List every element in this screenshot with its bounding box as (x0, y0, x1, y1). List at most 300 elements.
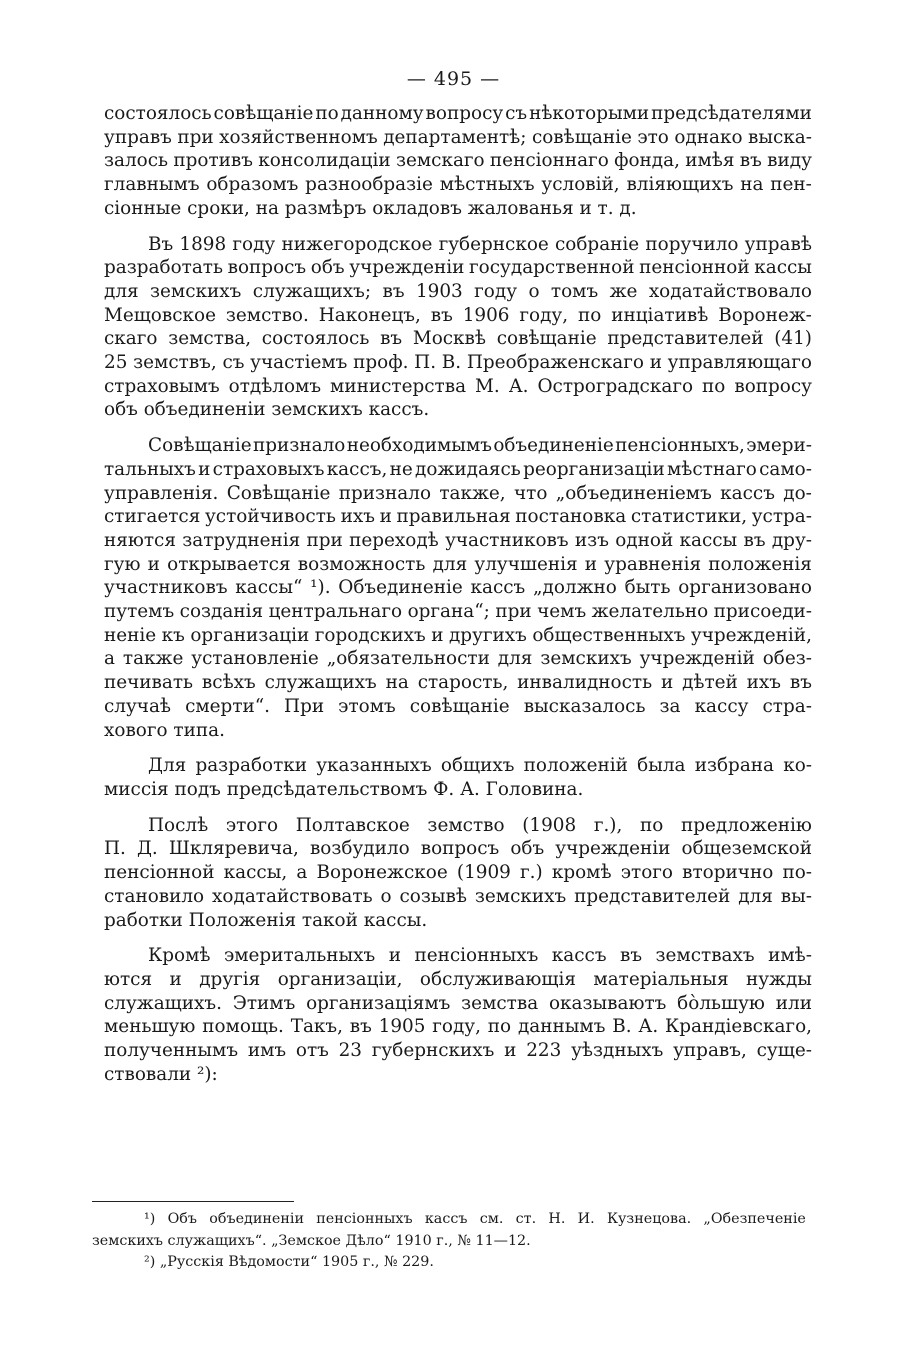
word: созданія (179, 601, 264, 623)
word: губернское (438, 233, 549, 255)
word: кассы (754, 257, 812, 279)
word: году, (432, 1016, 481, 1038)
footnote-line (92, 1209, 806, 1231)
text-line (104, 968, 812, 992)
word: совѣщаніе (213, 103, 314, 124)
text-line: работки Положенія такой кассы. (104, 909, 428, 931)
word: въ (380, 328, 403, 350)
word: разработки (195, 755, 308, 777)
word: эмеритальныхъ (223, 945, 376, 967)
word: 1898 (179, 233, 227, 255)
word: дѣтей (682, 672, 738, 694)
paragraph (104, 102, 812, 221)
word: улучшенія (474, 553, 578, 575)
word: предложенію (680, 814, 812, 836)
word: по (639, 814, 664, 836)
word: 223 (526, 1040, 562, 1062)
word: устра- (751, 506, 812, 528)
word: въ (349, 1016, 372, 1038)
word: кассъ (551, 945, 607, 967)
word: имѣя (685, 150, 735, 172)
word: общеземской (681, 838, 812, 860)
word: возбудило (309, 838, 410, 860)
word: что (514, 482, 548, 504)
word: организаціи (190, 624, 310, 646)
word: году (474, 280, 518, 302)
text-line (104, 1039, 812, 1063)
word: няются (104, 529, 176, 551)
footnote (92, 1209, 806, 1252)
word: тальныхъ (104, 458, 196, 480)
word: А. (638, 1016, 659, 1038)
text-line (104, 126, 812, 150)
word: предсѣдателями (651, 103, 812, 124)
word: положенія (708, 553, 812, 575)
word: по (487, 1016, 512, 1038)
word: условій, (541, 174, 620, 196)
word: кромѣ (551, 862, 612, 884)
word: случаѣ (104, 695, 172, 717)
word: Объединеніе (338, 577, 463, 599)
word: также, (439, 482, 506, 504)
word: хозяйственномъ (219, 126, 378, 148)
text-line (104, 351, 812, 375)
word: это (637, 126, 669, 148)
word: объ (310, 257, 345, 279)
word: главнымъ (104, 174, 200, 196)
word: пенсіоннаго (489, 150, 609, 172)
word: для (738, 885, 773, 907)
text-line (104, 944, 812, 968)
word: пенсіонныхъ, (615, 435, 745, 457)
word: консолидаціи (258, 150, 391, 172)
word: помощь. (202, 1016, 284, 1038)
text-line (104, 505, 812, 529)
word: устойчивость (204, 506, 336, 528)
footnote (92, 1252, 806, 1274)
word: или (775, 992, 812, 1014)
word: совѣщаніе (531, 126, 632, 148)
word: Остроградскаго (537, 375, 694, 397)
footnotes (92, 1209, 806, 1274)
word: смерти“. (185, 695, 271, 717)
word: управъ (104, 126, 172, 148)
word: Наконецъ, (318, 304, 421, 326)
word: земства (461, 992, 539, 1014)
word: разнообразіе (305, 174, 433, 196)
word: ходатайствовало (648, 280, 812, 302)
page-number: — 495 — (406, 68, 501, 90)
word: учрежденій (639, 648, 755, 670)
word: (41) (774, 328, 812, 350)
word: неніе (104, 624, 157, 646)
word: отдѣломъ (228, 375, 322, 397)
word: земскихъ (150, 280, 242, 302)
word: положеній (523, 755, 628, 777)
word: состоялось (104, 103, 212, 124)
word: нужды (745, 968, 812, 990)
word: дожидаясь (415, 458, 521, 480)
word: обслуживающія (419, 968, 576, 990)
text-line (104, 434, 812, 458)
word: выска- (747, 126, 812, 148)
word: Для (148, 755, 187, 777)
word: г.) (520, 862, 543, 884)
word: поручило (645, 233, 739, 255)
word: о (380, 885, 392, 907)
word: суще- (756, 1040, 812, 1062)
word: управляющаго (667, 352, 812, 374)
word: вопросъ (227, 257, 307, 279)
word: Въ (148, 233, 174, 255)
word: матеріальныя (593, 968, 729, 990)
word: Кузнецова. (606, 1211, 692, 1227)
word: управѣ (744, 233, 812, 255)
word: кассъ (470, 577, 526, 599)
text-line (104, 280, 812, 304)
word: въ (789, 672, 812, 694)
word: и (388, 945, 401, 967)
word: кассы“ (235, 577, 303, 599)
footnote-line: ²) „Русскія Вѣдомости“ 1905 г., № 229. (144, 1254, 434, 1270)
word: 1903 (415, 280, 463, 302)
word: объединеніи (209, 1211, 305, 1227)
word: организаціямъ (306, 992, 451, 1014)
word: году, (519, 304, 569, 326)
word: Воронежское (316, 862, 448, 884)
word: ихъ (340, 506, 375, 528)
word: уравненія (604, 553, 702, 575)
word: см. (479, 1211, 504, 1227)
word: кассъ (424, 1211, 468, 1227)
word: полученнымъ (104, 1040, 239, 1062)
word: дру- (771, 529, 812, 551)
word: учрежденій, (690, 624, 812, 646)
word: за (659, 695, 681, 717)
word: учрежденіи (349, 257, 465, 279)
word: пенсіонной (639, 257, 750, 279)
text-line: хового типа. (104, 719, 225, 741)
word: ко- (783, 755, 812, 777)
word: желательно (591, 601, 709, 623)
word: реорганизаціи (523, 458, 665, 480)
word: мѣстныхъ (439, 174, 535, 196)
word: статистики, (630, 506, 748, 528)
word: земство (427, 814, 505, 836)
word: проф. (353, 352, 409, 374)
paragraph-gap (104, 742, 812, 754)
text-line: ствовали ²): (104, 1063, 218, 1085)
text-line (104, 814, 812, 838)
word: пенсіонныхъ (414, 945, 539, 967)
word: А. (508, 375, 529, 397)
word: 23 (338, 1040, 363, 1062)
word: этого (225, 814, 279, 836)
word: объ (510, 838, 545, 860)
word: противъ (173, 150, 253, 172)
word: Совѣщаніе (226, 482, 331, 504)
word: ихъ (746, 672, 782, 694)
word: переходѣ (349, 529, 439, 551)
word: данному (340, 103, 424, 124)
text-line (104, 576, 812, 600)
footnote-line: земскихъ служащихъ“. „Земское Дѣло“ 1910 г., № 11—12. (92, 1232, 531, 1249)
word: вторично (682, 862, 774, 884)
word: земскихъ (474, 885, 567, 907)
word: При (284, 695, 325, 717)
word: меньшую (104, 1016, 196, 1038)
word: нижегородское (281, 233, 433, 255)
word: Москвѣ (412, 328, 486, 350)
text-line (104, 304, 812, 328)
word: общественныхъ (532, 624, 686, 646)
word: и (379, 506, 392, 528)
word: представителей (607, 328, 764, 350)
word: и (504, 1040, 517, 1062)
word: въ (739, 150, 762, 172)
text-line (104, 529, 812, 553)
word: 25 (104, 352, 128, 374)
word: Крандіевскаго, (665, 1016, 812, 1038)
word: чемъ (537, 601, 587, 623)
word: управленія. (104, 482, 219, 504)
paragraph (104, 434, 812, 742)
word: состоялось (261, 328, 370, 350)
text-line (104, 624, 812, 648)
word: по (315, 103, 339, 124)
word: Совѣщаніе (148, 435, 252, 457)
word: обез- (762, 648, 812, 670)
word: въ (382, 280, 405, 302)
word: этомъ (338, 695, 396, 717)
text-line (104, 256, 812, 280)
text-line (104, 647, 812, 671)
word: съ (505, 103, 528, 124)
text-line: объ объединеніи земскихъ кассъ. (104, 399, 430, 421)
word: земскаго (395, 150, 485, 172)
word: ются (104, 968, 153, 990)
word: же (609, 280, 638, 302)
word: вы- (780, 885, 812, 907)
word: служащихъ. (104, 992, 222, 1014)
text-line: сіонные сроки, на размѣръ окладовъ жалованья и т. д. (104, 197, 637, 219)
word: „объединеніемъ (555, 482, 712, 504)
word: избрана (694, 755, 775, 777)
word: кассу (694, 695, 749, 717)
word: министерства (330, 375, 467, 397)
paragraph (104, 233, 812, 423)
word: съ (222, 352, 245, 374)
text-line: миссія подъ предсѣдательствомъ Ф. А. Головина. (104, 778, 584, 800)
word: по (702, 375, 726, 397)
word: государственной (469, 257, 635, 279)
word: не (389, 458, 413, 480)
word: земствъ, (133, 352, 217, 374)
word: созывѣ (399, 885, 467, 907)
paragraph-gap (104, 932, 812, 944)
word: при (306, 529, 343, 551)
word: присоеди- (713, 601, 812, 623)
word: Такъ, (290, 1016, 343, 1038)
word: пен- (770, 174, 812, 196)
word: виду (767, 150, 812, 172)
word: (1908 (522, 814, 577, 836)
word: гую (104, 553, 141, 575)
word: служащихъ; (252, 280, 372, 302)
word: установленіе (191, 648, 319, 670)
word: кассы (679, 529, 738, 551)
word: о (528, 280, 540, 302)
word: центральнаго (268, 601, 403, 623)
word: другія (199, 968, 261, 990)
word: Этимъ (232, 992, 296, 1014)
word: участіемъ (250, 352, 348, 374)
word: открывается (167, 553, 291, 575)
word: и (147, 553, 160, 575)
text-line (104, 149, 812, 173)
word: на (385, 672, 409, 694)
text-line (104, 861, 812, 885)
word: къ (161, 624, 185, 646)
word: фонда, (614, 150, 680, 172)
word: совѣщаніе (409, 695, 510, 717)
word: имѣ- (768, 945, 812, 967)
word: служащихъ (264, 672, 377, 694)
paragraph-gap (104, 802, 812, 814)
word: департаментѣ; (383, 126, 527, 148)
word: для (497, 648, 533, 670)
word: постановка (515, 506, 627, 528)
word: стра- (762, 695, 812, 717)
word: однако (674, 126, 743, 148)
word: организаціи, (277, 968, 403, 990)
word: признало (338, 482, 432, 504)
word: (1909 (456, 862, 511, 884)
word: разработать (104, 257, 223, 279)
text-line (104, 885, 812, 909)
word: кассъ, (326, 458, 388, 480)
word: „Обезпеченіе (703, 1211, 806, 1227)
word: другихъ (448, 624, 527, 646)
word: Шкляревича, (168, 838, 299, 860)
word: Объ (167, 1211, 198, 1227)
word: губернскихъ (371, 1040, 495, 1062)
word: указанныхъ (316, 755, 432, 777)
text-line (104, 173, 812, 197)
word: ст. (515, 1211, 537, 1227)
word: В. (612, 1016, 632, 1038)
text-line (104, 458, 812, 482)
paragraph (104, 814, 812, 933)
word: М. (475, 375, 500, 397)
word: ходатайствовать (212, 885, 373, 907)
word: инціативѣ (611, 304, 709, 326)
footnote-divider (92, 1201, 294, 1202)
word: мѣстнаго (667, 458, 757, 480)
word: печивать (104, 672, 194, 694)
text-line (104, 482, 812, 506)
word: и (431, 624, 444, 646)
word: В. (441, 352, 462, 374)
word: изъ (574, 529, 609, 551)
text-line (104, 992, 812, 1016)
word: управъ, (673, 1040, 747, 1062)
word: при (495, 601, 532, 623)
word: „должно (533, 577, 617, 599)
word: стигается (104, 506, 201, 528)
word: пенсіонной (104, 862, 215, 884)
word: представителей (574, 885, 731, 907)
word: году (232, 233, 276, 255)
word: земскихъ (540, 648, 632, 670)
word: земствахъ (655, 945, 755, 967)
word: Воронеж- (718, 304, 812, 326)
word: ¹). (310, 577, 331, 599)
paragraph (104, 944, 812, 1086)
word: инвалидность (517, 672, 653, 694)
word: признало (253, 435, 346, 457)
word: а (296, 862, 308, 884)
word: необходимымъ (346, 435, 492, 457)
word: быть (624, 577, 671, 599)
text-line (104, 327, 812, 351)
word: страховымъ (104, 375, 220, 397)
word: вопросу (734, 375, 812, 397)
word: правильная (396, 506, 511, 528)
word: 1905 (378, 1016, 426, 1038)
word: возможность (297, 553, 426, 575)
text-line (104, 695, 812, 719)
paragraph-gap (104, 422, 812, 434)
word: имъ (247, 1040, 287, 1062)
word: участниковъ (445, 529, 569, 551)
text-line (104, 553, 812, 577)
word: органа“; (407, 601, 490, 623)
paragraph-gap (104, 221, 812, 233)
word: вліяющихъ (626, 174, 734, 196)
word: общихъ (440, 755, 515, 777)
word: становило (104, 885, 205, 907)
word: ¹) (144, 1211, 156, 1227)
word: городскихъ (314, 624, 426, 646)
word: старость, (417, 672, 509, 694)
word: была (637, 755, 686, 777)
word: въ (743, 529, 766, 551)
text-line (104, 233, 812, 257)
word: организовано (678, 577, 812, 599)
word: Полтавское (295, 814, 410, 836)
word: высказалось (523, 695, 646, 717)
word: для (432, 553, 468, 575)
word: пенсіонныхъ (316, 1211, 413, 1227)
text-line (104, 600, 812, 624)
word: Д. (136, 838, 158, 860)
word: томъ (550, 280, 599, 302)
word: земства, (168, 328, 252, 350)
word: всѣхъ (201, 672, 256, 694)
word: учрежденіи (555, 838, 671, 860)
word: до- (783, 482, 812, 504)
word: на (740, 174, 764, 196)
word: эмери- (746, 435, 812, 457)
word: вопросъ (420, 838, 500, 860)
word: П. (414, 352, 437, 374)
word: при (177, 126, 214, 148)
word: и (660, 672, 674, 694)
word: залось (104, 150, 169, 172)
word: а (104, 648, 115, 670)
word: скаго (104, 328, 158, 350)
